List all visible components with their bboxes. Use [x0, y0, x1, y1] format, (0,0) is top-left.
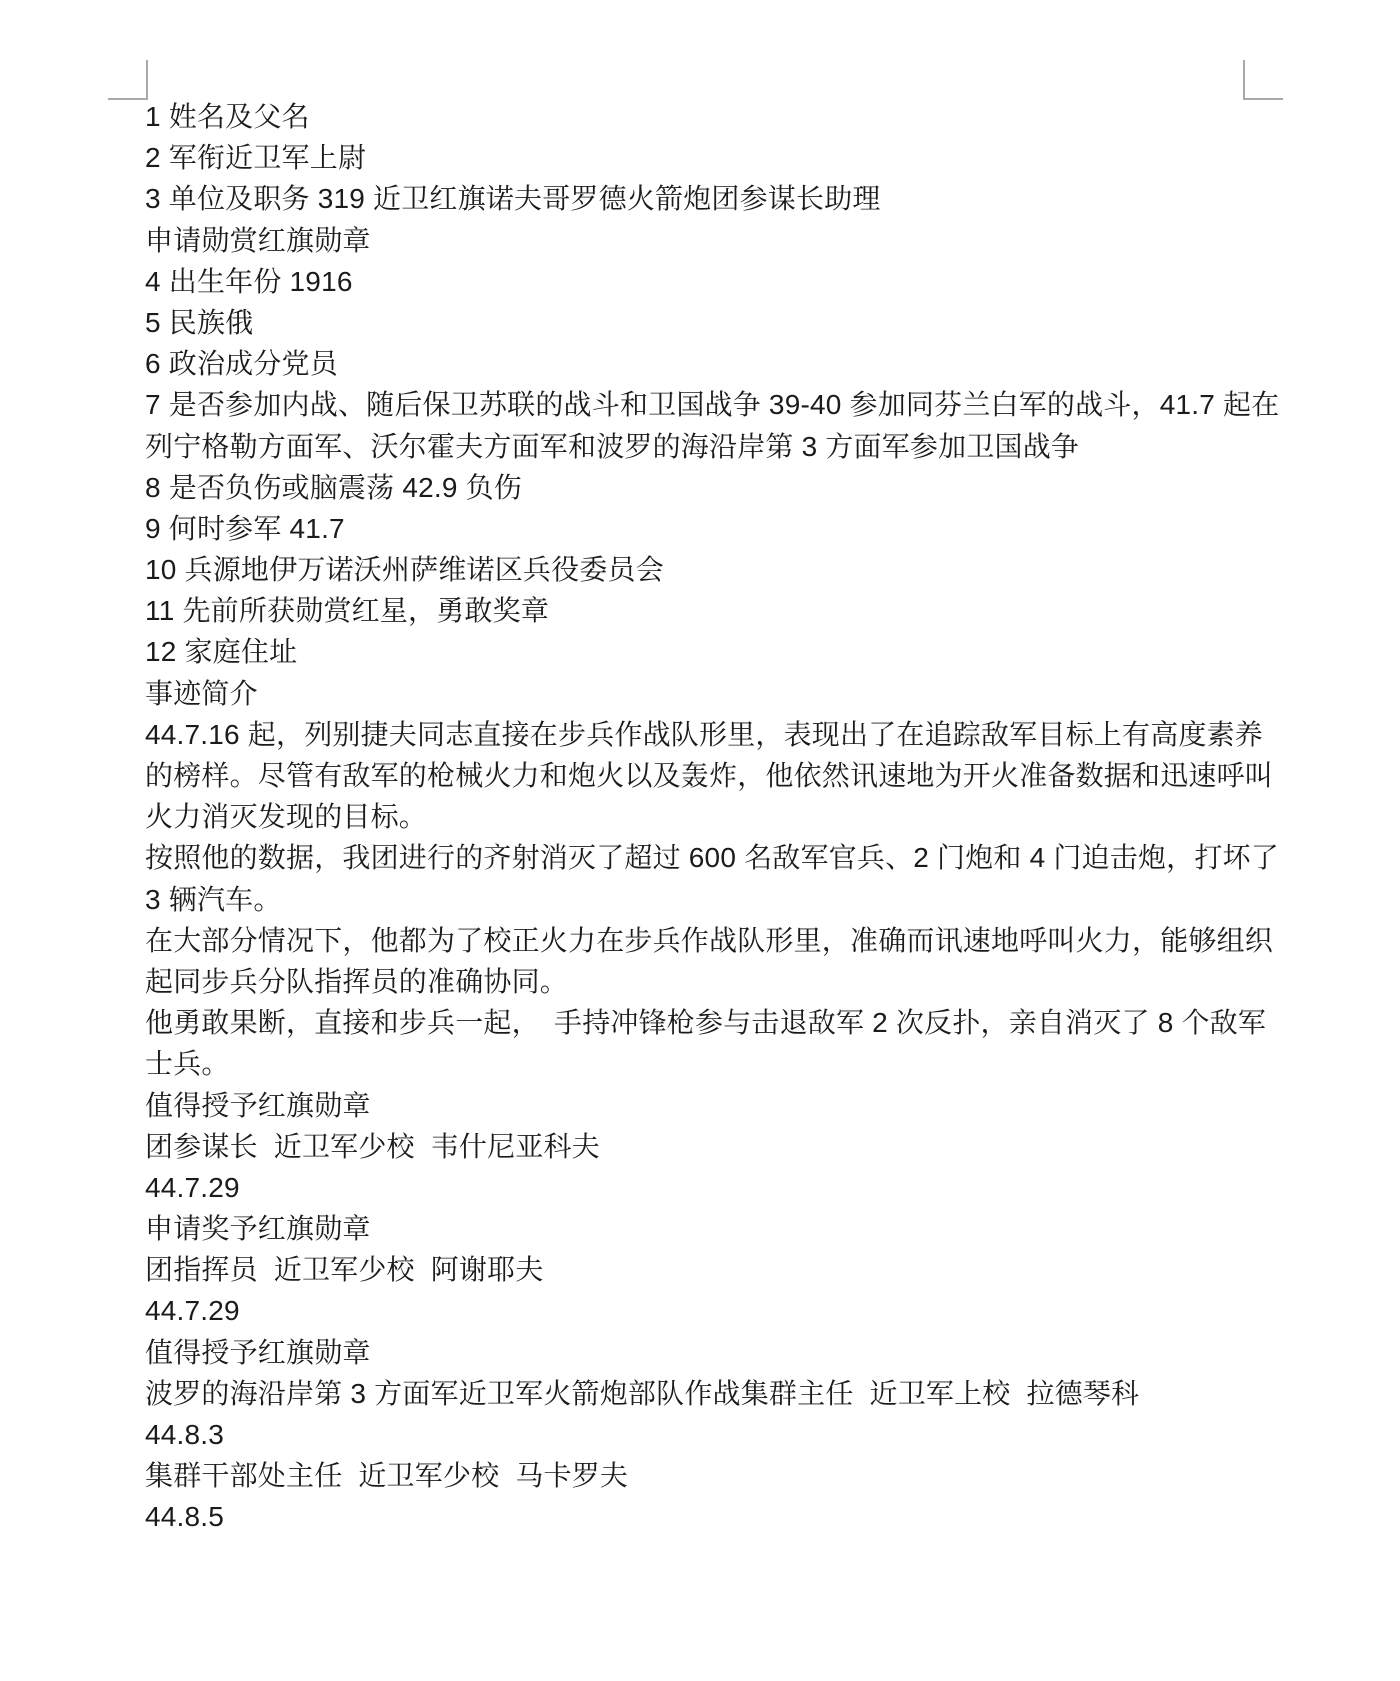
- text-line: 44.7.29: [145, 1295, 240, 1327]
- document-text: [145, 96, 1305, 1538]
- text-line: 的榜样。尽管有敌军的枪械火力和炮火以及轰炸，他依然讯速地为开火准备数据和迅速呼叫: [145, 760, 1274, 791]
- text-line: 44.7.29: [145, 1171, 240, 1203]
- text-line: 3 辆汽车。: [145, 883, 282, 915]
- text-boundary-mark-top-left: [108, 60, 148, 100]
- text-line: 6 政治成分党员: [145, 348, 338, 380]
- text-line: 按照他的数据，我团进行的齐射消灭了超过 600 名敌军官兵、2 门炮和 4 门迫击炮，打坏了: [145, 842, 1279, 874]
- text-line: 列宁格勒方面军、沃尔霍夫方面军和波罗的海沿岸第 3 方面军参加卫国战争: [145, 430, 1080, 462]
- text-line: 波罗的海沿岸第 3 方面军近卫军火箭炮部队作战集群主任 近卫军上校 拉德琴科: [145, 1377, 1140, 1409]
- text-line: 4 出生年份 1916: [145, 265, 353, 297]
- text-line: 申请奖予红旗勋章: [145, 1213, 371, 1245]
- text-line: 事迹简介: [145, 677, 258, 709]
- text-line: 团指挥员 近卫军少校 阿谢耶夫: [145, 1254, 544, 1286]
- text-line: 集群干部处主任 近卫军少校 马卡罗夫: [145, 1460, 629, 1492]
- text-line: 5 民族俄: [145, 306, 254, 338]
- text-line: 2 军衔近卫军上尉: [145, 142, 367, 174]
- text-line: 10 兵源地伊万诺沃州萨维诺区兵役委员会: [145, 554, 664, 586]
- text-line: 44.8.3: [145, 1419, 225, 1450]
- text-line: 3 单位及职务 319 近卫红旗诺夫哥罗德火箭炮团参谋长助理: [145, 183, 881, 215]
- text-line: 11 先前所获勋赏红星，勇敢奖章: [145, 595, 550, 627]
- text-line: 火力消灭发现的目标。: [145, 801, 428, 833]
- text-line: 值得授予红旗勋章: [145, 1089, 371, 1121]
- text-line: 申请勋赏红旗勋章: [145, 224, 371, 256]
- text-line: 44.7.16 起，列别捷夫同志直接在步兵作战队形里，表现出了在追踪敌军目标上有高度素养: [145, 718, 1264, 750]
- text-line: 他勇敢果断，直接和步兵一起， 手持冲锋枪参与击退敌军 2 次反扑，亲自消灭了 8 个敌军: [145, 1007, 1267, 1039]
- text-line: 12 家庭住址: [145, 636, 298, 668]
- text-line: 9 何时参军 41.7: [145, 512, 345, 544]
- text-line: 8 是否负伤或脑震荡 42.9 负伤: [145, 471, 523, 503]
- text-line: 7 是否参加内战、随后保卫苏联的战斗和卫国战争 39-40 参加同芬兰白军的战斗，41.7 起在: [145, 389, 1280, 421]
- text-line: 1 姓名及父名: [145, 101, 310, 132]
- text-line: 44.8.5: [145, 1501, 225, 1533]
- text-line: 团参谋长 近卫军少校 韦什尼亚科夫: [145, 1130, 600, 1162]
- text-boundary-mark-top-right: [1243, 60, 1283, 100]
- text-line: 士兵。: [145, 1048, 230, 1080]
- text-line: 值得授予红旗勋章: [145, 1336, 371, 1368]
- text-line: 在大部分情况下，他都为了校正火力在步兵作战队形里，准确而讯速地呼叫火力，能够组织: [145, 924, 1274, 956]
- text-line: 起同步兵分队指挥员的准确协同。: [145, 965, 569, 997]
